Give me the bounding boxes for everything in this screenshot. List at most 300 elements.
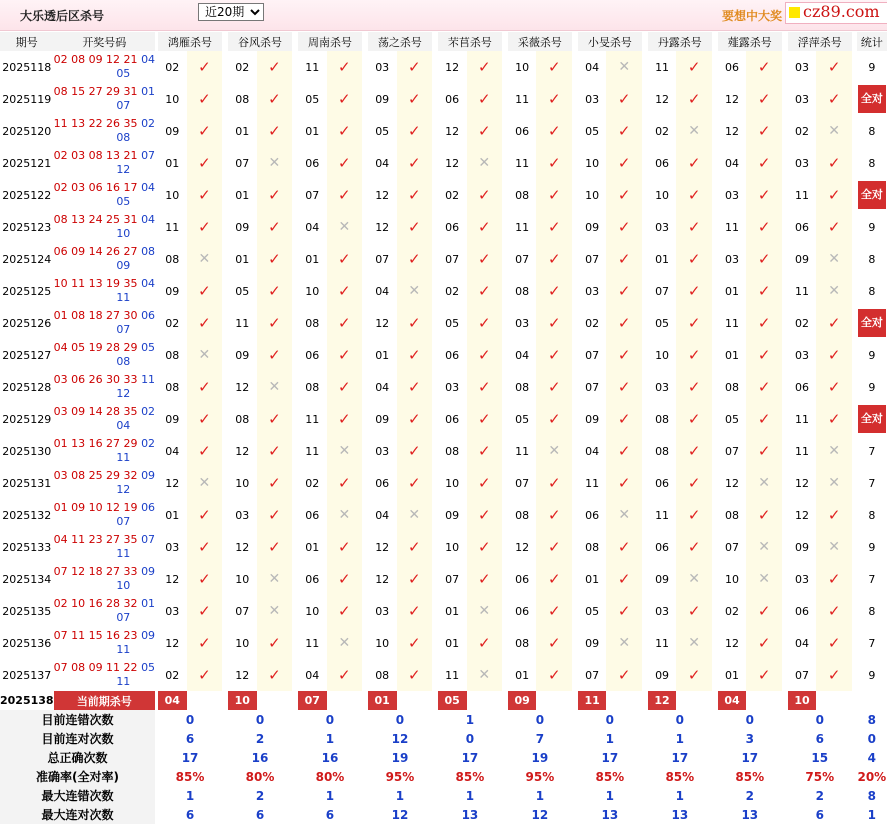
back-number-2: 07	[116, 611, 131, 624]
row-stat	[857, 83, 887, 115]
kill-number: 03	[788, 51, 817, 83]
check-icon: ✓	[187, 307, 223, 339]
summary-value: 85%	[648, 767, 712, 786]
kill-number: 08	[718, 371, 747, 403]
kill-number: 02	[578, 307, 607, 339]
kill-number: 06	[438, 339, 467, 371]
check-icon: ✓	[746, 275, 782, 307]
summary-stat: 4	[857, 748, 887, 767]
check-icon: ✓	[467, 51, 503, 83]
check-icon: ✓	[467, 627, 503, 659]
summary-value: 17	[648, 748, 712, 767]
kill-number: 06	[508, 563, 537, 595]
cross-icon: ✕	[397, 275, 433, 307]
check-icon: ✓	[327, 339, 363, 371]
check-icon: ✓	[816, 499, 852, 531]
check-icon: ✓	[327, 307, 363, 339]
back-number-2: 11	[116, 451, 131, 464]
col-gap	[816, 691, 852, 710]
check-icon: ✓	[606, 275, 642, 307]
kill-number: 01	[648, 243, 677, 275]
summary-value: 2	[718, 786, 782, 805]
check-icon: ✓	[536, 627, 572, 659]
kill-number: 08	[648, 435, 677, 467]
kill-number: 07	[438, 243, 467, 275]
kill-number: 08	[508, 179, 537, 211]
cross-icon: ✕	[257, 563, 293, 595]
check-icon: ✓	[746, 435, 782, 467]
col-header-expert: 采薇杀号	[508, 32, 572, 51]
kill-number: 08	[718, 499, 747, 531]
check-icon: ✓	[467, 499, 503, 531]
check-icon: ✓	[397, 595, 433, 627]
kill-number: 07	[578, 243, 607, 275]
kill-number: 11	[438, 659, 467, 691]
row-stat: 7	[868, 444, 876, 458]
check-icon: ✓	[676, 371, 712, 403]
kill-number: 12	[438, 51, 467, 83]
check-icon: ✓	[746, 115, 782, 147]
summary-value: 12	[368, 729, 432, 748]
check-icon: ✓	[257, 307, 293, 339]
draw-numbers	[54, 339, 155, 371]
check-icon: ✓	[746, 371, 782, 403]
summary-value: 0	[648, 710, 712, 729]
col-header-expert: 丹露杀号	[648, 32, 712, 51]
kill-number: 11	[508, 147, 537, 179]
kill-number: 06	[298, 339, 327, 371]
front-numbers: 07 12 18 27 33	[53, 565, 138, 578]
table-row	[0, 627, 887, 659]
kill-number: 11	[508, 435, 537, 467]
kill-number: 11	[648, 627, 677, 659]
table-row	[0, 51, 887, 83]
row-stat: 8	[868, 252, 876, 266]
kill-number: 05	[508, 403, 537, 435]
cross-icon: ✕	[816, 467, 852, 499]
summary-value: 2	[228, 786, 292, 805]
check-icon: ✓	[676, 339, 712, 371]
draw-numbers	[54, 403, 155, 435]
back-number-1: 02	[141, 405, 156, 418]
kill-number: 10	[578, 147, 607, 179]
draw-numbers	[54, 83, 155, 115]
kill-number: 06	[298, 499, 327, 531]
check-icon: ✓	[606, 371, 642, 403]
kill-number: 12	[158, 467, 187, 499]
summary-value: 1	[298, 786, 362, 805]
kill-number: 07	[508, 243, 537, 275]
check-icon: ✓	[816, 595, 852, 627]
check-icon: ✓	[187, 499, 223, 531]
check-icon: ✓	[187, 179, 223, 211]
kill-number: 11	[158, 211, 187, 243]
row-stat: 9	[868, 540, 876, 554]
check-icon: ✓	[257, 339, 293, 371]
check-icon: ✓	[397, 179, 433, 211]
kill-number: 12	[228, 659, 257, 691]
kill-number: 07	[578, 339, 607, 371]
kill-number: 12	[788, 499, 817, 531]
kill-number: 10	[228, 563, 257, 595]
back-number-1: 04	[141, 53, 156, 66]
summary-value: 85%	[718, 767, 782, 786]
kill-number: 02	[788, 115, 817, 147]
check-icon: ✓	[606, 147, 642, 179]
table-row	[0, 531, 887, 563]
summary-value: 0	[508, 710, 572, 729]
back-number-1: 06	[141, 501, 156, 514]
cross-icon: ✕	[606, 499, 642, 531]
check-icon: ✓	[676, 211, 712, 243]
period-number: 2025125	[2, 284, 52, 298]
col-header-expert: 周南杀号	[298, 32, 362, 51]
check-icon: ✓	[746, 595, 782, 627]
check-icon: ✓	[816, 147, 852, 179]
check-icon: ✓	[606, 467, 642, 499]
check-icon: ✓	[606, 243, 642, 275]
check-icon: ✓	[606, 531, 642, 563]
all-correct-badge: 全对	[858, 85, 886, 113]
kill-number: 07	[298, 179, 327, 211]
draw-numbers	[54, 51, 155, 83]
summary-row	[0, 748, 887, 767]
kill-number: 03	[788, 83, 817, 115]
kill-number: 07	[438, 563, 467, 595]
check-icon: ✓	[187, 115, 223, 147]
kill-number: 03	[648, 211, 677, 243]
check-icon: ✓	[746, 659, 782, 691]
front-numbers: 07 08 09 11 22	[53, 661, 138, 674]
kill-number: 01	[578, 563, 607, 595]
check-icon: ✓	[327, 563, 363, 595]
kill-number: 07	[788, 659, 817, 691]
summary-value: 2	[788, 786, 852, 805]
summary-value: 7	[508, 729, 572, 748]
kill-number: 01	[718, 275, 747, 307]
kill-number: 06	[438, 403, 467, 435]
kill-number: 07	[228, 595, 257, 627]
front-numbers: 11 13 22 26 35	[53, 117, 138, 130]
kill-number-table	[0, 32, 887, 824]
kill-number: 03	[508, 307, 537, 339]
slogan-text: 要想中大奖	[722, 9, 783, 23]
kill-number: 02	[718, 595, 747, 627]
summary-value: 17	[718, 748, 782, 767]
all-correct-badge: 全对	[858, 181, 886, 209]
summary-value: 1	[158, 786, 222, 805]
kill-number: 08	[648, 403, 677, 435]
col-header-expert: 芣苢杀号	[438, 32, 502, 51]
check-icon: ✓	[187, 371, 223, 403]
check-icon: ✓	[816, 371, 852, 403]
cross-icon: ✕	[676, 563, 712, 595]
period-number: 2025132	[2, 508, 52, 522]
check-icon: ✓	[676, 499, 712, 531]
kill-number: 08	[508, 275, 537, 307]
kill-number: 05	[578, 115, 607, 147]
check-icon: ✓	[606, 659, 642, 691]
check-icon: ✓	[606, 211, 642, 243]
col-gap	[536, 691, 572, 710]
summary-value: 95%	[368, 767, 432, 786]
check-icon: ✓	[257, 659, 293, 691]
col-header-expert: 薤露杀号	[718, 32, 782, 51]
check-icon: ✓	[257, 51, 293, 83]
check-icon: ✓	[397, 627, 433, 659]
cross-icon: ✕	[187, 467, 223, 499]
summary-value: 6	[228, 805, 292, 824]
check-icon: ✓	[397, 339, 433, 371]
period-number: 2025120	[2, 124, 52, 138]
current-kill-number: 07	[298, 691, 327, 710]
check-icon: ✓	[327, 659, 363, 691]
kill-number: 12	[718, 467, 747, 499]
kill-number: 06	[788, 371, 817, 403]
kill-number: 08	[228, 83, 257, 115]
check-icon: ✓	[327, 403, 363, 435]
front-numbers: 02 08 09 12 21	[53, 53, 138, 66]
kill-number: 12	[368, 563, 397, 595]
kill-number: 12	[648, 83, 677, 115]
kill-number: 09	[158, 403, 187, 435]
check-icon: ✓	[676, 531, 712, 563]
draw-numbers	[54, 243, 155, 275]
kill-number: 06	[648, 531, 677, 563]
period-number: 2025135	[2, 604, 52, 618]
check-icon: ✓	[257, 499, 293, 531]
summary-value: 6	[298, 805, 362, 824]
period-range-select[interactable]	[198, 3, 264, 21]
kill-number: 01	[718, 339, 747, 371]
check-icon: ✓	[257, 211, 293, 243]
check-icon: ✓	[467, 467, 503, 499]
cross-icon: ✕	[536, 435, 572, 467]
table-row	[0, 179, 887, 211]
cross-icon: ✕	[467, 147, 503, 179]
check-icon: ✓	[397, 83, 433, 115]
cross-icon: ✕	[676, 627, 712, 659]
check-icon: ✓	[467, 211, 503, 243]
kill-number: 10	[158, 83, 187, 115]
kill-number: 03	[158, 531, 187, 563]
check-icon: ✓	[187, 595, 223, 627]
check-icon: ✓	[467, 83, 503, 115]
draw-numbers	[54, 627, 155, 659]
back-number-1: 05	[141, 661, 156, 674]
kill-number: 03	[788, 563, 817, 595]
kill-number: 01	[228, 243, 257, 275]
check-icon: ✓	[816, 659, 852, 691]
col-gap	[467, 691, 503, 710]
back-number-1: 04	[141, 277, 156, 290]
draw-numbers	[54, 147, 155, 179]
kill-number: 05	[368, 115, 397, 147]
check-icon: ✓	[187, 51, 223, 83]
draw-numbers	[54, 563, 155, 595]
check-icon: ✓	[676, 147, 712, 179]
back-number-2: 05	[116, 67, 131, 80]
back-number-2: 12	[116, 483, 131, 496]
col-header-expert: 鸿雁杀号	[158, 32, 222, 51]
current-kill-number: 04	[158, 691, 187, 710]
check-icon: ✓	[187, 627, 223, 659]
kill-number: 03	[158, 595, 187, 627]
kill-number: 08	[298, 307, 327, 339]
back-number-2: 05	[116, 195, 131, 208]
col-gap	[257, 691, 293, 710]
kill-number: 10	[648, 179, 677, 211]
check-icon: ✓	[257, 83, 293, 115]
row-stat	[857, 403, 887, 435]
cross-icon: ✕	[746, 563, 782, 595]
kill-number: 07	[228, 147, 257, 179]
front-numbers: 08 15 27 29 31	[53, 85, 138, 98]
check-icon: ✓	[257, 435, 293, 467]
table-row	[0, 211, 887, 243]
check-icon: ✓	[187, 659, 223, 691]
back-number-2: 11	[116, 643, 131, 656]
cross-icon: ✕	[257, 371, 293, 403]
cross-icon: ✕	[467, 595, 503, 627]
check-icon: ✓	[536, 243, 572, 275]
check-icon: ✓	[397, 211, 433, 243]
kill-number: 06	[508, 115, 537, 147]
summary-value: 16	[298, 748, 362, 767]
back-number-1: 09	[141, 469, 156, 482]
summary-label: 目前连对次数	[0, 729, 155, 748]
summary-row	[0, 767, 887, 786]
kill-number: 12	[718, 627, 747, 659]
kill-number: 09	[648, 563, 677, 595]
back-number-1: 08	[141, 245, 156, 258]
check-icon: ✓	[467, 403, 503, 435]
summary-value: 0	[788, 710, 852, 729]
kill-number: 12	[368, 179, 397, 211]
kill-number: 02	[788, 307, 817, 339]
check-icon: ✓	[397, 659, 433, 691]
site-logo[interactable]	[785, 2, 887, 24]
summary-value: 1	[298, 729, 362, 748]
check-icon: ✓	[467, 307, 503, 339]
kill-number: 03	[788, 147, 817, 179]
period-number: 2025130	[2, 444, 52, 458]
col-gap	[606, 691, 642, 710]
check-icon: ✓	[397, 371, 433, 403]
check-icon: ✓	[676, 467, 712, 499]
cross-icon: ✕	[816, 435, 852, 467]
summary-row	[0, 729, 887, 748]
kill-number: 12	[508, 531, 537, 563]
kill-number: 02	[438, 275, 467, 307]
kill-number: 05	[648, 307, 677, 339]
kill-number: 03	[648, 595, 677, 627]
kill-number: 11	[508, 211, 537, 243]
check-icon: ✓	[536, 211, 572, 243]
kill-number: 04	[788, 627, 817, 659]
check-icon: ✓	[536, 115, 572, 147]
check-icon: ✓	[676, 403, 712, 435]
back-number-1: 04	[141, 213, 156, 226]
cross-icon: ✕	[606, 51, 642, 83]
draw-numbers	[54, 499, 155, 531]
kill-number: 07	[718, 531, 747, 563]
check-icon: ✓	[746, 147, 782, 179]
table-row	[0, 339, 887, 371]
table-row	[0, 563, 887, 595]
back-number-1: 04	[141, 181, 156, 194]
kill-number: 10	[718, 563, 747, 595]
back-number-2: 11	[116, 675, 131, 688]
draw-numbers	[54, 275, 155, 307]
draw-numbers	[54, 531, 155, 563]
col-header-draw: 开奖号码	[54, 32, 155, 51]
check-icon: ✓	[746, 243, 782, 275]
current-kill-number: 09	[508, 691, 537, 710]
check-icon: ✓	[536, 275, 572, 307]
check-icon: ✓	[536, 371, 572, 403]
kill-number: 10	[578, 179, 607, 211]
summary-value: 6	[788, 805, 852, 824]
current-kill-number: 10	[788, 691, 817, 710]
kill-number: 03	[368, 595, 397, 627]
check-icon: ✓	[816, 339, 852, 371]
col-gap	[397, 691, 433, 710]
all-correct-badge: 全对	[858, 309, 886, 337]
kill-number: 03	[648, 371, 677, 403]
check-icon: ✓	[606, 403, 642, 435]
kill-number: 11	[298, 51, 327, 83]
page-title: 大乐透后区杀号	[20, 9, 105, 23]
period-number: 2025123	[2, 220, 52, 234]
check-icon: ✓	[536, 595, 572, 627]
summary-value: 1	[368, 786, 432, 805]
row-stat: 7	[868, 476, 876, 490]
draw-numbers	[54, 371, 155, 403]
period-number: 2025131	[2, 476, 52, 490]
col-header-expert: 小旻杀号	[578, 32, 642, 51]
back-number-1: 05	[141, 341, 156, 354]
summary-value: 80%	[298, 767, 362, 786]
summary-value: 16	[228, 748, 292, 767]
cross-icon: ✕	[816, 243, 852, 275]
period-number: 2025128	[2, 380, 52, 394]
check-icon: ✓	[327, 531, 363, 563]
row-stat: 8	[868, 508, 876, 522]
kill-number: 02	[158, 51, 187, 83]
row-stat: 9	[868, 348, 876, 362]
kill-number: 09	[648, 659, 677, 691]
row-stat: 9	[868, 380, 876, 394]
table-row	[0, 595, 887, 627]
summary-value: 12	[368, 805, 432, 824]
col-header-stat: 统计	[857, 32, 887, 51]
front-numbers: 01 09 10 12 19	[53, 501, 138, 514]
summary-value: 85%	[578, 767, 642, 786]
kill-number: 06	[648, 147, 677, 179]
summary-value: 12	[508, 805, 572, 824]
summary-stat: 8	[857, 710, 887, 729]
check-icon: ✓	[536, 147, 572, 179]
kill-number: 12	[438, 147, 467, 179]
kill-number: 10	[648, 339, 677, 371]
kill-number: 10	[298, 595, 327, 627]
current-kill-number: 12	[648, 691, 677, 710]
current-kill-number: 10	[228, 691, 257, 710]
back-number-2: 11	[116, 547, 131, 560]
front-numbers: 03 08 25 29 32	[53, 469, 138, 482]
kill-number: 05	[718, 403, 747, 435]
